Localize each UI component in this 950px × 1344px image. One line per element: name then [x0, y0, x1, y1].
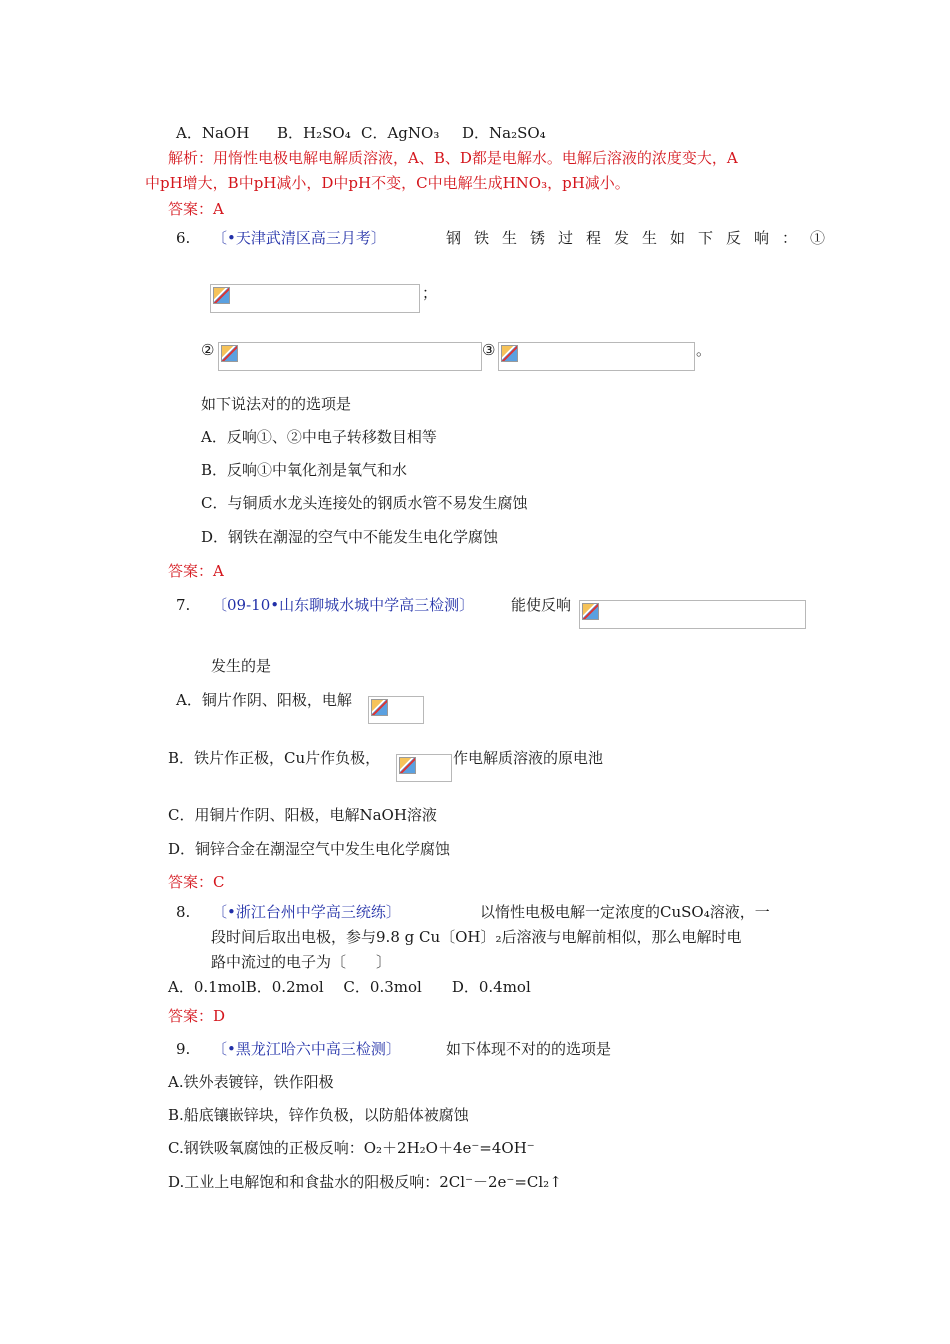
q5-analysis-line2: 中pH增大，B中pH减小，D中pH不变，C中电解生成HNO₃，pH减小。	[145, 174, 630, 192]
q7-option-b-tail: 作电解质溶液的原电池	[453, 749, 604, 767]
q6-option-b: B．反响①中氧化剂是氧气和水	[201, 461, 408, 479]
equation-image-2	[218, 342, 482, 371]
q6-option-c: C．与铜质水龙头连接处的钢质水管不易发生腐蚀	[201, 494, 528, 512]
q9-number: 9.	[176, 1040, 191, 1058]
q5-option-b: B．H₂SO₄	[277, 124, 351, 142]
q8-stem-line2: 段时间后取出电极，参与9.8 g Cu〔OH〕₂后溶液与电解前相似，那么电解时电	[211, 928, 742, 946]
broken-image-icon	[501, 345, 518, 362]
q6-mark-3: ③	[482, 341, 496, 359]
q7-source: 〔09-10•山东聊城水城中学高三检测〕	[212, 596, 475, 614]
q6-answer: 答案：A	[168, 562, 224, 580]
q5-analysis-line1: 解析：用惰性电极电解电解质溶液，A、B、D都是电解水。电解后溶液的浓度变大，A	[168, 149, 738, 167]
broken-image-icon	[221, 345, 238, 362]
q7-option-a: A．铜片作阴、阳极，电解	[176, 691, 352, 709]
q9-option-b: B.船底镶嵌锌块，锌作负极，以防船体被腐蚀	[168, 1106, 469, 1124]
q8-answer: 答案：D	[168, 1007, 226, 1025]
formula-image-a	[368, 696, 424, 724]
q9-source: 〔•黑龙江哈六中高三检测〕	[212, 1040, 401, 1058]
q6-question: 如下说法对的的选项是	[201, 395, 352, 413]
q7-option-b: B．铁片作正极，Cu片作负极，	[168, 749, 381, 767]
q6-stem: 钢铁生锈过程发生如下反响：①	[446, 229, 839, 247]
q6-mark-2: ②	[201, 341, 215, 359]
q7-number: 7.	[176, 596, 191, 614]
q7-option-d: D．铜锌合金在潮湿空气中发生电化学腐蚀	[168, 840, 451, 858]
q8-number: 8.	[176, 903, 191, 921]
q9-stem: 如下体现不对的的选项是	[446, 1040, 612, 1058]
q5-answer: 答案：A	[168, 200, 224, 218]
equation-image-4	[579, 600, 806, 629]
formula-image-b	[396, 754, 452, 782]
q6-option-a: A．反响①、②中电子转移数目相等	[201, 428, 437, 446]
broken-image-icon	[213, 287, 230, 304]
q5-option-a: A．NaOH	[176, 124, 250, 142]
q6-period: 。	[696, 341, 712, 359]
q6-source: 〔•天津武清区高三月考〕	[212, 229, 386, 247]
q8-stem-line1: 以惰性电极电解一定浓度的CuSO₄溶液，一	[480, 903, 770, 921]
broken-image-icon	[399, 757, 416, 774]
q7-stem: 能使反响	[511, 596, 572, 614]
q9-option-a: A.铁外表镀锌，铁作阳极	[168, 1073, 334, 1091]
q6-option-d: D．钢铁在潮湿的空气中不能发生电化学腐蚀	[201, 528, 499, 546]
q5-option-c: C．AgNO₃	[361, 124, 440, 142]
q9-option-d: D.工业上电解饱和和食盐水的阳极反响：2Cl⁻－2e⁻=Cl₂↑	[168, 1173, 562, 1191]
q8-stem-line3: 路中流过的电子为〔 〕	[211, 953, 392, 971]
q6-semicolon: ；	[422, 284, 438, 302]
q7-answer: 答案：C	[168, 873, 225, 891]
q5-option-d: D．Na₂SO₄	[462, 124, 546, 142]
broken-image-icon	[371, 699, 388, 716]
q9-option-c: C.钢铁吸氧腐蚀的正极反响：O₂＋2H₂O＋4e⁻=4OH⁻	[168, 1139, 535, 1157]
q7-stem-continued: 发生的是	[211, 657, 272, 675]
broken-image-icon	[582, 603, 599, 620]
q8-source: 〔•浙江台州中学高三统练〕	[212, 903, 401, 921]
q7-option-c: C．用铜片作阴、阳极，电解NaOH溶液	[168, 806, 437, 824]
equation-image-3	[498, 342, 695, 371]
q6-number: 6.	[176, 229, 191, 247]
q8-options: A．0.1molB．0.2mol C．0.3mol D．0.4mol	[168, 978, 531, 996]
equation-image-1	[210, 284, 420, 313]
